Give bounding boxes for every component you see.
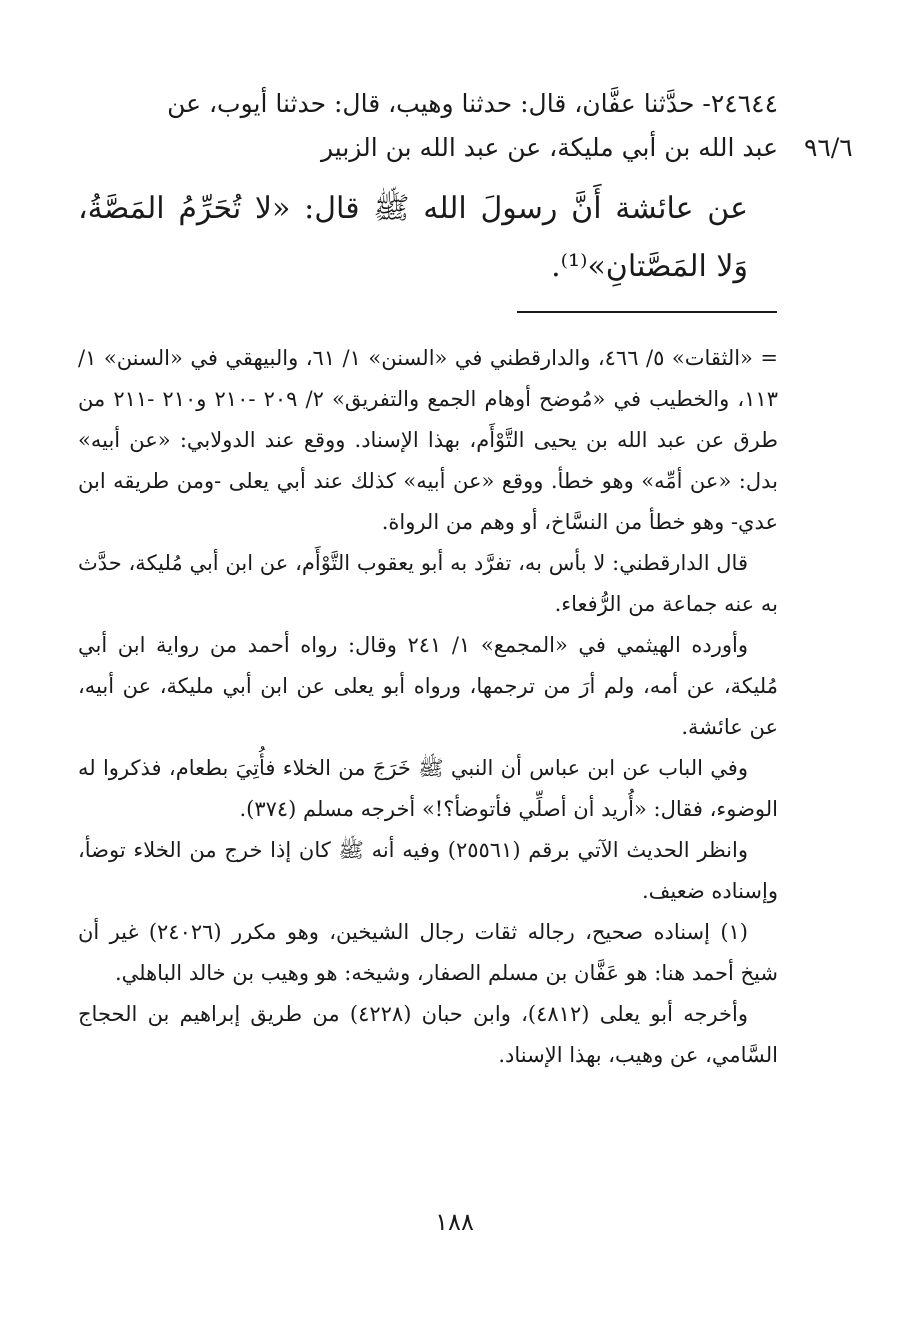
hadith-chain [78, 82, 778, 170]
volume-page-reference: ٩٦/٦ [804, 133, 853, 162]
footnote-paragraph: وفي الباب عن ابن عباس أن النبي ﷺ خَرَجَ من الخلاء فأُتِيَ بطعام، فذكروا له الوضوء، فقال: «أُريد أن أصلِّي فأتوضأ؟!» أخرجه مسلم (٣٧٤). [78, 756, 778, 821]
footnote-paragraph: وانظر الحديث الآتي برقم (٢٥٥٦١) وفيه أنه ﷺ كان إذا خرج من الخلاء توضأ، وإسناده ضعيف. [78, 838, 778, 903]
footnote-1: (١) إسناده صحيح، رجاله ثقات رجال الشيخين، وهو مكرر (٢٤٠٢٦) غير أن شيخ أحمد هنا: هو عَفَّان بن مسلم الصفار، وشيخه: هو وهيب بن خالد الباهلي. [78, 920, 778, 985]
hadith-matn: عن عائشة أَنَّ رسولَ الله ﷺ قال: «لا تُحَرِّمُ المَصَّةُ، وَلا المَصَّتانِ»⁽¹⁾. [78, 191, 749, 284]
footnote-divider [517, 311, 777, 313]
hadith-chain-line-2: عبد الله بن أبي مليكة، عن عبد الله بن الزبير [321, 133, 778, 162]
footnote-continuation: = «الثقات» ٥/ ٤٦٦، والدارقطني في «السنن» ١/ ٦١، والبيهقي في «السنن» ١/ ١١٣، والخطيب في «مُوضح أوهام الجمع والتفريق» ٢/ ٢٠٩ -٢١٠ و٢١٠ -٢١١ من طرق عن عبد الله بن يحيى التَّوْأَم، بهذا الإسناد. ووقع عند الدولابي: «عن أبيه» بدل: «عن أمِّه» وهو خطأ. ووقع «عن أبيه» كذلك عند أبي يعلى -ومن طريقه ابن عدي- وهو خطأ من النسَّاخ، أو وهم من الرواة. [78, 346, 778, 534]
page-number: ١٨٨ [435, 1208, 474, 1236]
footnote-paragraph: قال الدارقطني: لا بأس به، تفرَّد به أبو يعقوب التَّوْأَم، عن ابن أبي مُليكة، حدَّث به عنه جماعة من الرُّفعاء. [78, 551, 778, 616]
footnote-paragraph: وأورده الهيثمي في «المجمع» ١/ ٢٤١ وقال: رواه أحمد من رواية ابن أبي مُليكة، عن أمه، ولم أرَ من ترجمها، ورواه أبو يعلى عن ابن أبي مليكة، عن أبيه، عن عائشة. [78, 633, 778, 739]
footnotes [78, 338, 778, 1076]
footnote-paragraph: وأخرجه أبو يعلى (٤٨١٢)، وابن حبان (٤٢٢٨) من طريق إبراهيم بن الحجاج السَّامي، عن وهيب، بهذا الإسناد. [78, 1002, 778, 1067]
hadith-chain-line-1: ٢٤٦٤٤- حدَّثنا عفَّان، قال: حدثنا وهيب، قال: حدثنا أيوب، عن [167, 89, 778, 118]
